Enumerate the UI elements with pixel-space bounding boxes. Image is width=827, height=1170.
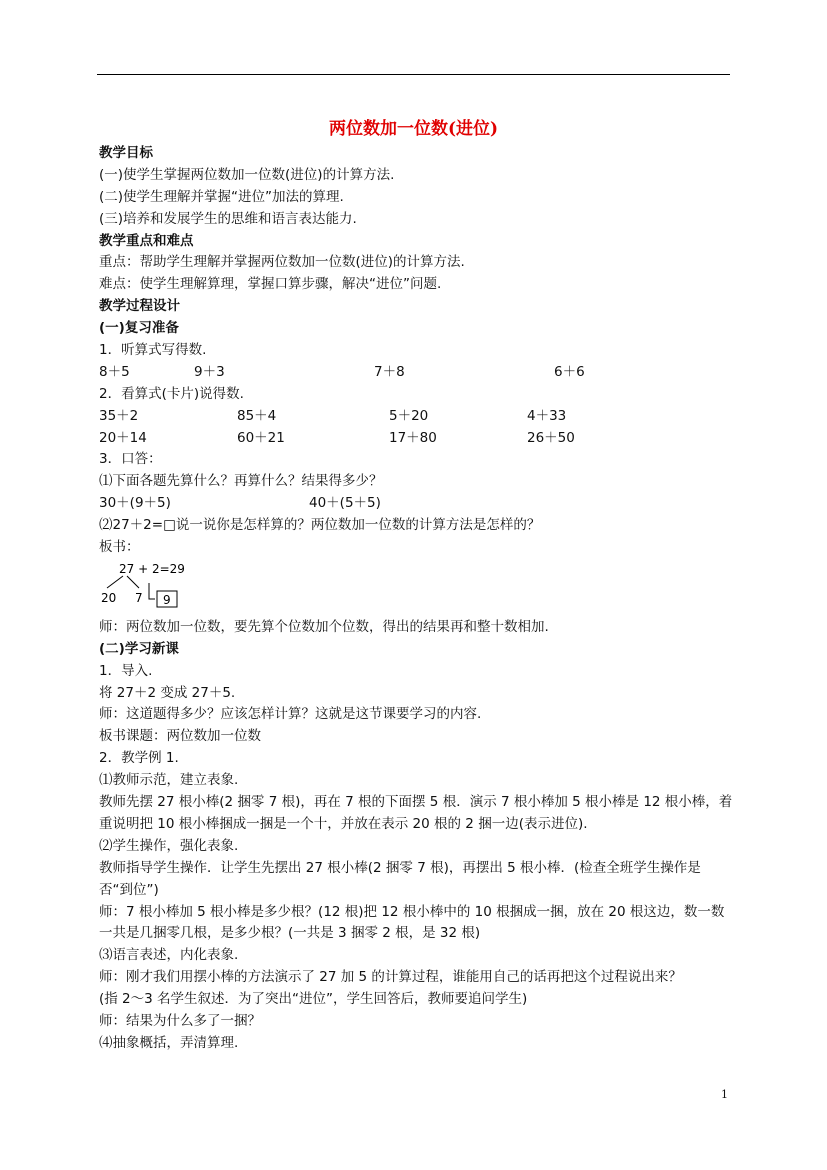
step-4: ⑷抽象概括，弄清算理.: [99, 1034, 239, 1051]
exercise: 9＋3: [194, 363, 225, 380]
exercise: 60＋21: [237, 429, 285, 446]
new-line: 2．教学例 1.: [99, 750, 179, 767]
goal-2: (二)使学生理解并掌握“进位”加法的算理.: [99, 188, 344, 205]
diagram-tens-part: 20: [101, 590, 117, 605]
exercise-row-4: [99, 493, 733, 515]
paragraph-retell: 师：刚才我们用摆小棒的方法演示了 27 加 5 的计算过程，谁能用自己的话再把这个过程说出来？: [99, 969, 682, 986]
exercise: 17＋80: [389, 429, 437, 446]
step-3: ⑶语言表述，内化表象.: [99, 947, 239, 964]
exercise: 7＋8: [374, 363, 405, 380]
page-title: 两位数加一位数(进位): [328, 119, 499, 139]
item-3: 3．口答：: [99, 451, 162, 468]
question-2: ⑵27＋2=□说一说你是怎样算的？两位数加一位数的计算方法是怎样的？: [99, 517, 541, 534]
diagram-connector: [149, 583, 155, 599]
new-line: ⑴教师示范，建立表象.: [99, 772, 239, 789]
paragraph-demo: 教师先摆 27 根小棒(2 捆零 7 根)，再在 7 根的下面摆 5 根．演示 7 根小棒加 5 根小棒是 12 根小棒，着重说明把 10 根小棒捆成一捆是一个十，并放在表示 20 根的 2 捆一边(表示进位).: [99, 794, 733, 832]
paragraph-students: (指 2～3 名学生叙述．为了突出“进位”，学生回答后，教师要追问学生): [99, 991, 528, 1008]
exercise-row-2: [99, 406, 733, 428]
key-point-1: 重点：帮助学生理解并掌握两位数加一位数(进位)的计算方法.: [99, 254, 465, 271]
item-2: 2．看算式(卡片)说得数.: [99, 385, 244, 402]
exercise: 35＋2: [99, 407, 139, 424]
key-heading: 教学重点和难点: [99, 232, 194, 249]
teacher-question: 师：结果为什么多了一捆？: [99, 1013, 261, 1030]
new-line: 将 27＋2 变成 27＋5.: [99, 684, 236, 701]
step-2: ⑵学生操作，强化表象.: [99, 837, 239, 854]
page-number: 1: [721, 1088, 728, 1101]
key-point-2: 难点：使学生理解算理，掌握口算步骤，解决“进位”问题.: [99, 276, 442, 293]
review-heading: (一)复习准备: [99, 320, 179, 337]
board-label: 板书：: [99, 539, 140, 556]
exercise-row-3: [99, 428, 733, 450]
item-1: 1．听算式写得数.: [99, 342, 207, 359]
diagram-ones-part: 7: [135, 590, 143, 605]
exercise: 6＋6: [554, 363, 585, 380]
exercise: 26＋50: [527, 429, 575, 446]
exercise: 30＋(9＋5): [99, 495, 171, 512]
new-line: 师：这道题得多少？应该怎样计算？这就是这节课要学习的内容.: [99, 706, 482, 723]
decomposition-diagram-svg: [99, 561, 219, 617]
exercise: 40＋(5＋5): [309, 495, 381, 512]
new-line: 板书课题：两位数加一位数: [99, 728, 261, 745]
exercise: 85＋4: [237, 407, 277, 424]
diagram-left-branch: [107, 576, 123, 588]
question-1: ⑴下面各题先算什么？再算什么？结果得多少？: [99, 473, 383, 490]
paragraph-operation: 教师指导学生操作．让学生先摆出 27 根小棒(2 捆零 7 根)，再摆出 5 根小棒．(检查全班学生操作是否“到位”): [99, 859, 701, 898]
new-lesson-heading: (二)学习新课: [99, 640, 179, 657]
exercise: 4＋33: [527, 407, 567, 424]
decomposition-diagram: [99, 559, 733, 617]
header-rule: [97, 74, 730, 75]
exercise: 20＋14: [99, 429, 147, 446]
exercise: 5＋20: [389, 407, 429, 424]
paragraph-question: 师：7 根小棒加 5 根小棒是多少根？(12 根)把 12 根小棒中的 10 根捆成一捆，放在 20 根这边，数一数一共是几捆零几根，是多少根？(一共是 3 捆零 2 根，是 32 根): [99, 903, 725, 942]
exercise-row-1: [99, 362, 733, 384]
exercise: 8＋5: [99, 363, 130, 380]
new-line: 1．导入.: [99, 662, 153, 679]
goals-heading: 教学目标: [99, 145, 153, 161]
goal-3: (三)培养和发展学生的思维和语言表达能力.: [99, 210, 357, 227]
diagram-equation: 27 + 2=29: [119, 561, 185, 576]
goal-1: (一)使学生掌握两位数加一位数(进位)的计算方法.: [99, 166, 395, 183]
teacher-summary: 师：两位数加一位数，要先算个位数加个位数，得出的结果再和整十数相加.: [99, 618, 549, 635]
process-heading: 教学过程设计: [99, 298, 180, 315]
document-body: [99, 143, 733, 1055]
diagram-right-branch: [127, 576, 139, 588]
diagram-result: 9: [163, 592, 171, 607]
